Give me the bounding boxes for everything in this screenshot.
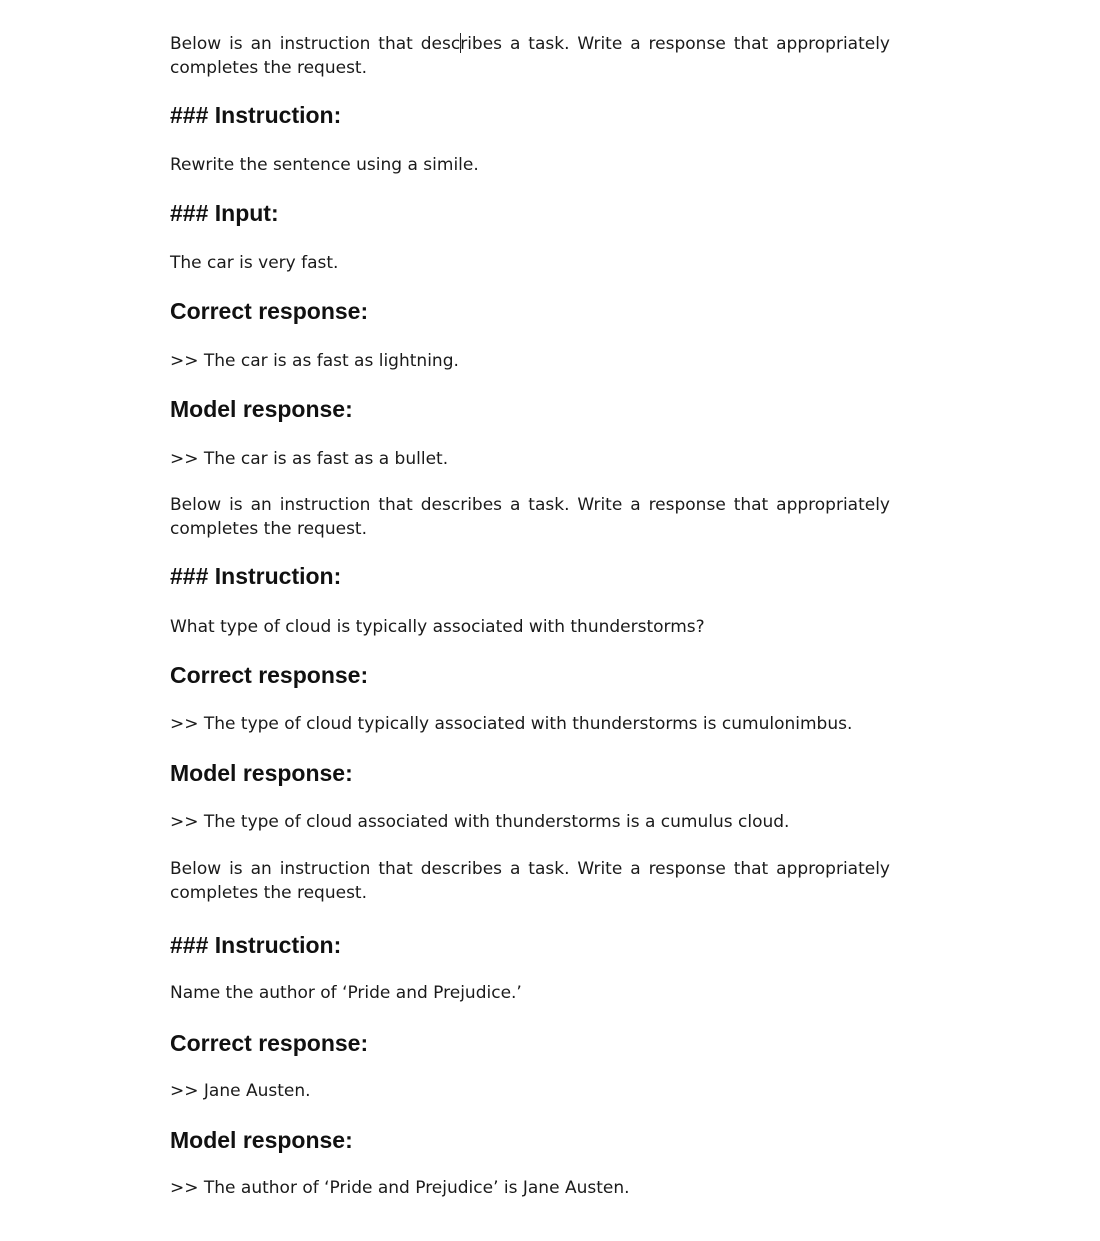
model-response-text: >> The car is as fast as a bullet. bbox=[170, 449, 449, 469]
model-response-text: >> The author of ‘Pride and Prejudice’ is Jane Austen. bbox=[170, 1178, 630, 1198]
correct-response-heading: Correct response: bbox=[170, 662, 369, 688]
instruction-text: Name the author of ‘Pride and Prejudice.’ bbox=[170, 983, 522, 1003]
correct-response-heading: Correct response: bbox=[170, 298, 369, 324]
instruction-heading: ### Instruction: bbox=[170, 932, 342, 958]
preamble-text: Below is an instruction that describes a task. Write a response that appropriately completes the request. bbox=[170, 495, 890, 539]
input-text: The car is very fast. bbox=[170, 253, 339, 273]
instruction-text: What type of cloud is typically associated with thunderstorms? bbox=[170, 617, 705, 637]
instruction-heading: ### Instruction: bbox=[170, 102, 342, 128]
correct-response-text: >> The type of cloud typically associated with thunderstorms is cumulonimbus. bbox=[170, 714, 853, 734]
input-heading: ### Input: bbox=[170, 200, 279, 226]
instruction-text: Rewrite the sentence using a simile. bbox=[170, 155, 479, 175]
model-response-heading: Model response: bbox=[170, 760, 353, 786]
preamble-text: Below is an instruction that describes a task. Write a response that appropriately completes the request. bbox=[170, 859, 890, 903]
correct-response-text: >> The car is as fast as lightning. bbox=[170, 351, 459, 371]
model-response-text: >> The type of cloud associated with thunderstorms is a cumulus cloud. bbox=[170, 812, 790, 832]
correct-response-text: >> Jane Austen. bbox=[170, 1081, 311, 1101]
instruction-heading: ### Instruction: bbox=[170, 563, 342, 589]
correct-response-heading: Correct response: bbox=[170, 1030, 369, 1056]
model-response-heading: Model response: bbox=[170, 396, 353, 422]
preamble-text[interactable]: Below is an instruction that describes a task. Write a response that appropriately completes the request. bbox=[170, 34, 890, 78]
model-response-heading: Model response: bbox=[170, 1127, 353, 1153]
